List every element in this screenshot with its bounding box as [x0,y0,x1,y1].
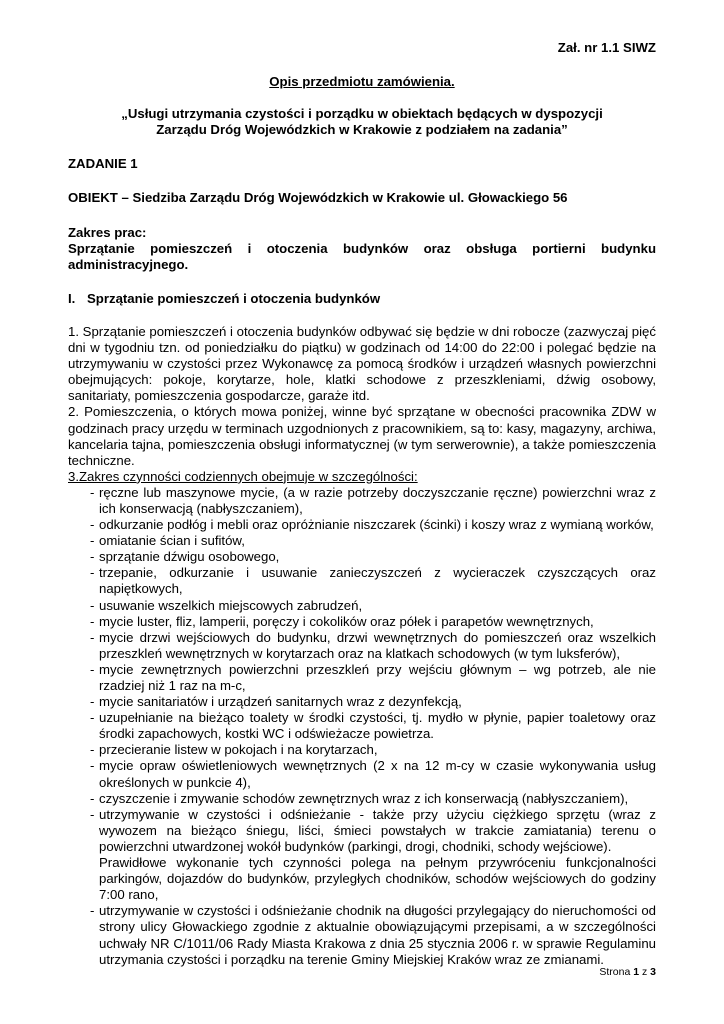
section-number: I. [68,290,76,306]
page-footer [599,964,656,980]
list-item: - mycie opraw oświetleniowych wewnętrznych (2 x na 12 m-cy w czasie wykonywania usług określonych w punkcie 4), [68,758,656,790]
document-subtitle [68,106,656,138]
page-total: 3 [650,966,656,978]
section-title: Sprzątanie pomieszczeń i otoczenia budynków [87,290,381,306]
section-heading [68,291,656,307]
list-item: - mycie zewnętrznych powierzchni przeszkleń przy wejściu głównym – wg potrzeb, ale nie rzadziej niż 1 raz na m-c, [68,662,656,694]
document-page [68,40,656,968]
list-item: - sprzątanie dźwigu osobowego, [68,549,656,565]
attachment-label: Zał. nr 1.1 SIWZ [557,40,656,55]
list-item: - uzupełnianie na bieżąco toalety w środki czystości, tj. mydło w płynie, papier toaletowy oraz środki zapachowych, kostki WC i odświeżacze powietrza. [68,710,656,742]
object-heading: OBIEKT – Siedziba Zarządu Dróg Wojewódzkich w Krakowie ul. Głowackiego 56 [68,190,568,206]
paragraph-1: 1. Sprzątanie pomieszczeń i otoczenia budynków odbywać się będzie w dni robocze (zazwyczaj pięć dni w tygodniu tzn. od poniedziałku do piątku) w godzinach od 14:00 do 22:00 i polegać będzie na utrzymywaniu w czystości przez Wykonawcę za pomocą środków i urządzeń własnych powierzchni obejmujących: pokoje, korytarze, hole, klatki schodowe z przeszkleniami, dźwig osobowy, sanitariaty, pomieszczenia gospodarcze, garaże itd. [68,323,656,404]
paragraph-2: 2. Pomieszczenia, o których mowa poniżej, winne być sprzątane w obecności pracownika ZDW w godzinach pracy urzędu w terminach uzgodnionych z pracownikiem, są to: kasy, magazyny, archiwa, kancelaria tajna, pomieszczenia obsługi informatycznej (w tym serwerownie), a także pomieszczenia techniczne. [68,404,656,468]
list-item: - mycie drzwi wejściowych do budynku, drzwi wewnętrznych do pomieszczeń oraz wszelkich przeszkleń wewnętrznych w korytarzach oraz na klatkach schodowych (w tym luksferów), [68,630,656,662]
page-label: Strona [599,966,631,978]
page-sep: z [641,966,648,978]
list-item: - odkurzanie podłóg i mebli oraz opróżnianie niszczarek (ścinki) i koszy wraz z wymianą worków, [68,517,656,533]
scope-text: Sprzątanie pomieszczeń i otoczenia budynków oraz obsługa portierni budynku administracyjnego. [68,240,656,272]
scope-label: Zakres prac: [68,224,147,240]
duties-list [68,485,656,855]
task-heading: ZADANIE 1 [68,156,138,172]
subtitle-line-2: Zarządu Dróg Wojewódzkich w Krakowie z podziałem na zadania” [156,122,568,138]
list-item: - usuwanie wszelkich miejscowych zabrudzeń, [68,598,656,614]
subtitle-line-1: „Usługi utrzymania czystości i porządku w obiektach będących w dyspozycji [121,106,603,122]
list-item: - omiatanie ścian i sufitów, [68,533,656,549]
list-continuation: Prawidłowe wykonanie tych czynności polega na pełnym przywróceniu funkcjonalności parkingów, dojazdów do budynków, przyległych chodników, schodów wejściowych do godziny 7:00 rano, [99,855,656,903]
list-item: - utrzymywanie w czystości i odśnieżanie chodnik na długości przylegający do nieruchomości od strony ulicy Głowackiego zgodnie z aktualnie obowiązującymi przepisami, a w szczególności uchwały NR C/1011/06 Rady Miasta Krakowa z dnia 25 stycznia 2006 r. w sprawie Regulaminu utrzymania czystości i porządku na terenie Gminy Miejskiej Kraków wraz ze zmianami. [68,903,656,967]
list-item: - przecieranie listew w pokojach i na korytarzach, [68,742,656,758]
list-item: - trzepanie, odkurzanie i usuwanie zanieczyszczeń z wycieraczek czyszczących oraz napiętkowych, [68,565,656,597]
list-item: - czyszczenie i zmywanie schodów zewnętrznych wraz z ich konserwacją (nabłyszczaniem), [68,791,656,807]
list-item: - ręczne lub maszynowe mycie, (a w razie potrzeby doczyszczanie ręczne) powierzchni wraz z ich konserwacją (nabłyszczaniem), [68,485,656,517]
list-item: - utrzymywanie w czystości i odśnieżanie - także przy użyciu ciężkiego sprzętu (wraz z wywozem na bieżąco śniegu, liści, śmieci powstałych w trakcie zamiatania) terenu o powierzchni utwardzonej wokół budynków (parkingi, drogi, chodniki, schody wejściowe). [68,807,656,855]
document-title: Opis przedmiotu zamówienia. [269,74,455,90]
page-current: 1 [633,966,640,978]
paragraph-3: 3.Zakres czynności codziennych obejmuje w szczególności: [68,468,418,484]
list-item: - mycie sanitariatów i urządzeń sanitarnych wraz z dezynfekcją, [68,694,656,710]
duties-list-end [68,903,656,967]
list-item: - mycie luster, fliz, lamperii, poręczy i cokolików oraz półek i parapetów wewnętrznych, [68,614,656,630]
